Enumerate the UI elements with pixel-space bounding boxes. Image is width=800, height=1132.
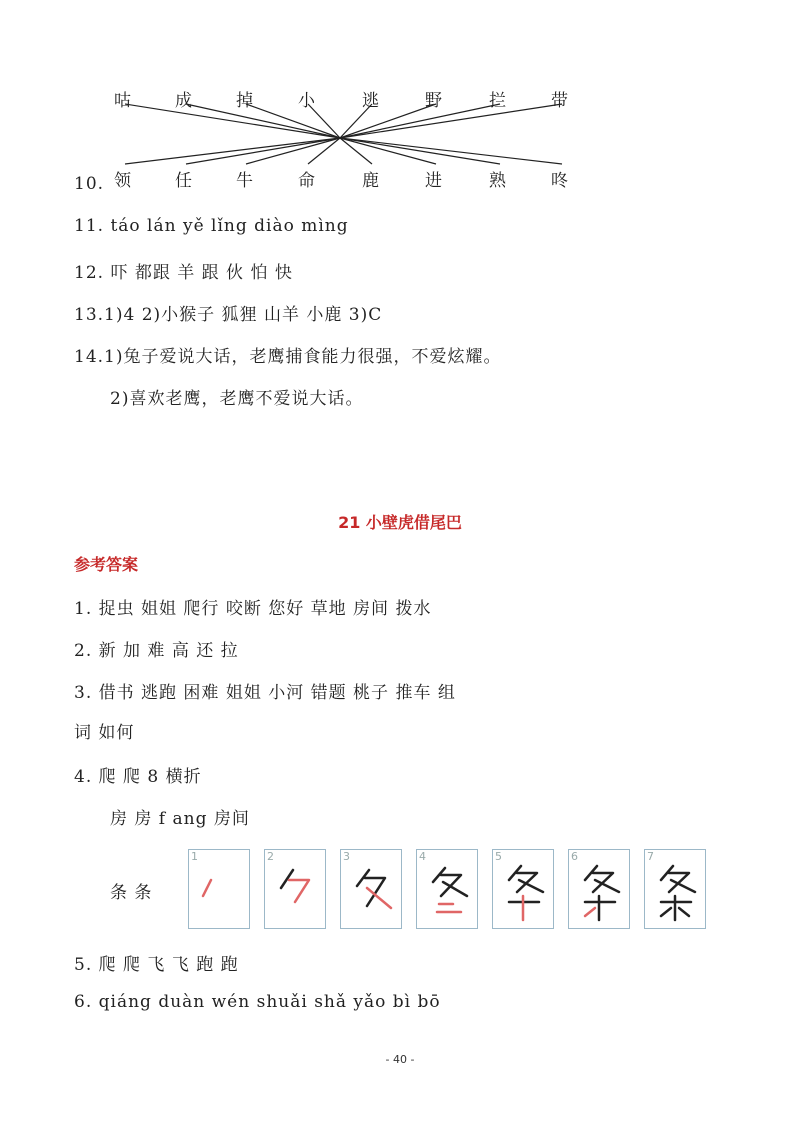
answer-4-tiao: 条 条 xyxy=(110,883,153,903)
match-top-char: 小 xyxy=(298,91,315,111)
stroke-number: 1 xyxy=(191,850,198,863)
answer-2: 2. 新 加 难 高 还 拉 xyxy=(74,641,239,661)
stroke-order-box xyxy=(644,849,706,929)
match-top-char: 成 xyxy=(175,91,192,111)
match-top-char: 拦 xyxy=(489,91,506,111)
stroke-order-box xyxy=(568,849,630,929)
stroke-number: 4 xyxy=(419,850,426,863)
stroke-number: 3 xyxy=(343,850,350,863)
answer-3-line1: 3. 借书 逃跑 困难 姐姐 小河 错题 桃子 推车 组 xyxy=(74,683,456,703)
answer-3-line2: 词 如何 xyxy=(74,723,135,743)
match-bottom-char: 鹿 xyxy=(362,171,379,191)
stroke-order-glyph xyxy=(417,850,477,928)
match-bottom-char: 任 xyxy=(175,171,192,191)
matching-diagram xyxy=(100,80,580,190)
answer-14-part1: 14.1)兔子爱说大话，老鹰捕食能力很强，不爱炫耀。 xyxy=(74,347,502,367)
stroke-order-glyph xyxy=(645,850,705,928)
stroke-order-box xyxy=(264,849,326,929)
answer-4: 4. 爬 爬 8 横折 xyxy=(74,767,202,787)
match-bottom-char: 领 xyxy=(114,171,131,191)
stroke-order-glyph xyxy=(493,850,553,928)
stroke-order-box xyxy=(188,849,250,929)
answer-14-part2: 2)喜欢老鹰，老鹰不爱说大话。 xyxy=(110,389,364,409)
answer-1: 1. 捉虫 姐姐 爬行 咬断 您好 草地 房间 拨水 xyxy=(74,599,432,619)
stroke-order-box xyxy=(416,849,478,929)
stroke-number: 7 xyxy=(647,850,654,863)
stroke-number: 2 xyxy=(267,850,274,863)
match-top-char: 野 xyxy=(425,91,442,111)
stroke-order-glyph xyxy=(189,850,249,928)
stroke-number: 6 xyxy=(571,850,578,863)
stroke-order-box xyxy=(340,849,402,929)
stroke-order-box xyxy=(492,849,554,929)
match-top-char: 逃 xyxy=(362,91,379,111)
match-bottom-char: 牛 xyxy=(236,171,253,191)
page-number: - 40 - xyxy=(385,1053,415,1066)
match-bottom-char: 咚 xyxy=(551,171,568,191)
section-title: 21 小壁虎借尾巴 xyxy=(338,513,462,532)
match-bottom-char: 熟 xyxy=(489,171,506,191)
answer-13: 13.1)4 2)小猴子 狐狸 山羊 小鹿 3)C xyxy=(74,305,383,325)
match-bottom-char: 命 xyxy=(298,171,315,191)
question-10-number: 10. xyxy=(74,174,105,194)
answers-heading: 参考答案 xyxy=(74,555,139,574)
match-top-char: 带 xyxy=(551,91,568,111)
stroke-number: 5 xyxy=(495,850,502,863)
stroke-order-glyph xyxy=(569,850,629,928)
answer-4-fang: 房 房 f ang 房间 xyxy=(110,809,250,829)
answer-6: 6. qiáng duàn wén shuǎi shǎ yǎo bì bō xyxy=(74,992,441,1012)
stroke-order-glyph xyxy=(341,850,401,928)
answer-12: 12. 吓 都跟 羊 跟 伙 怕 快 xyxy=(74,263,293,283)
answer-5: 5. 爬 爬 飞 飞 跑 跑 xyxy=(74,955,239,975)
answer-11: 11. táo lán yě lǐng diào mìng xyxy=(74,216,349,236)
match-top-char: 咕 xyxy=(114,91,131,111)
match-top-char: 掉 xyxy=(236,91,253,111)
stroke-order-glyph xyxy=(265,850,325,928)
match-bottom-char: 进 xyxy=(425,171,442,191)
matching-lines xyxy=(100,80,580,190)
